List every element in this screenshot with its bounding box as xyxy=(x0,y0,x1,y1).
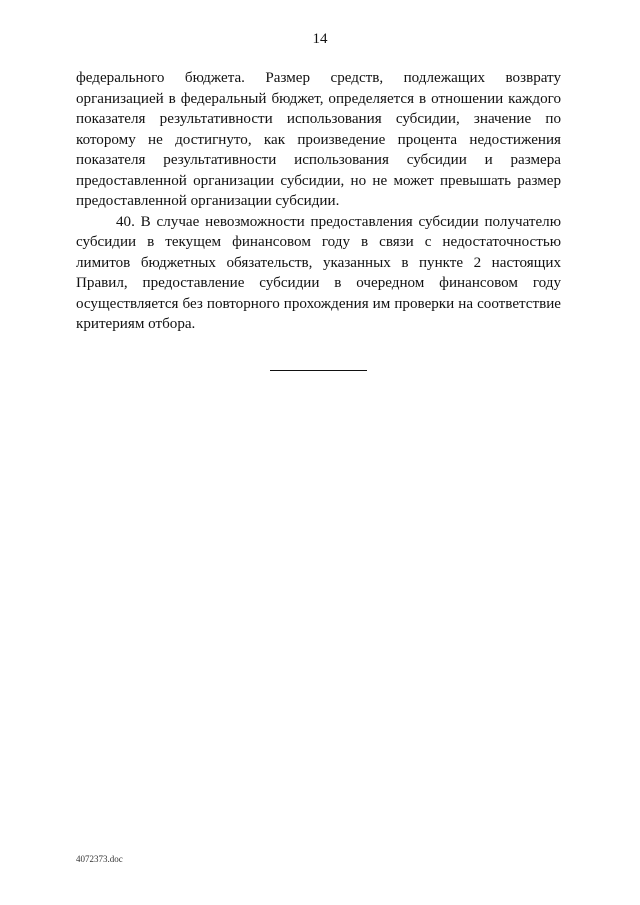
footer-filename: 4072373.doc xyxy=(76,854,123,864)
paragraph-continuation: федерального бюджета. Размер средств, подлежащих возврату организацией в федеральный бюджет, определяется в отношении каждого показателя результативности использования субсидии, значение по которому не достигнуто, как произведение процента недостижения показателя результативности использования субсидии и размера предоставленной организации субсидии, но не может превышать размер предоставленной организации субсидии. xyxy=(76,70,561,209)
document-body xyxy=(76,68,561,335)
end-of-document-rule xyxy=(270,370,367,371)
page-number: 14 xyxy=(312,31,328,47)
paragraph-item-40: 40. В случае невозможности предоставления субсидии получателю субсидии в текущем финансовом году в связи с недостаточностью лимитов бюджетных обязательств, указанных в пункте 2 настоящих Правил, предоставление субсидии в очередном финансовом году осуществляется без повторного прохождения им проверки на соответствие критериям отбора. xyxy=(76,213,561,332)
